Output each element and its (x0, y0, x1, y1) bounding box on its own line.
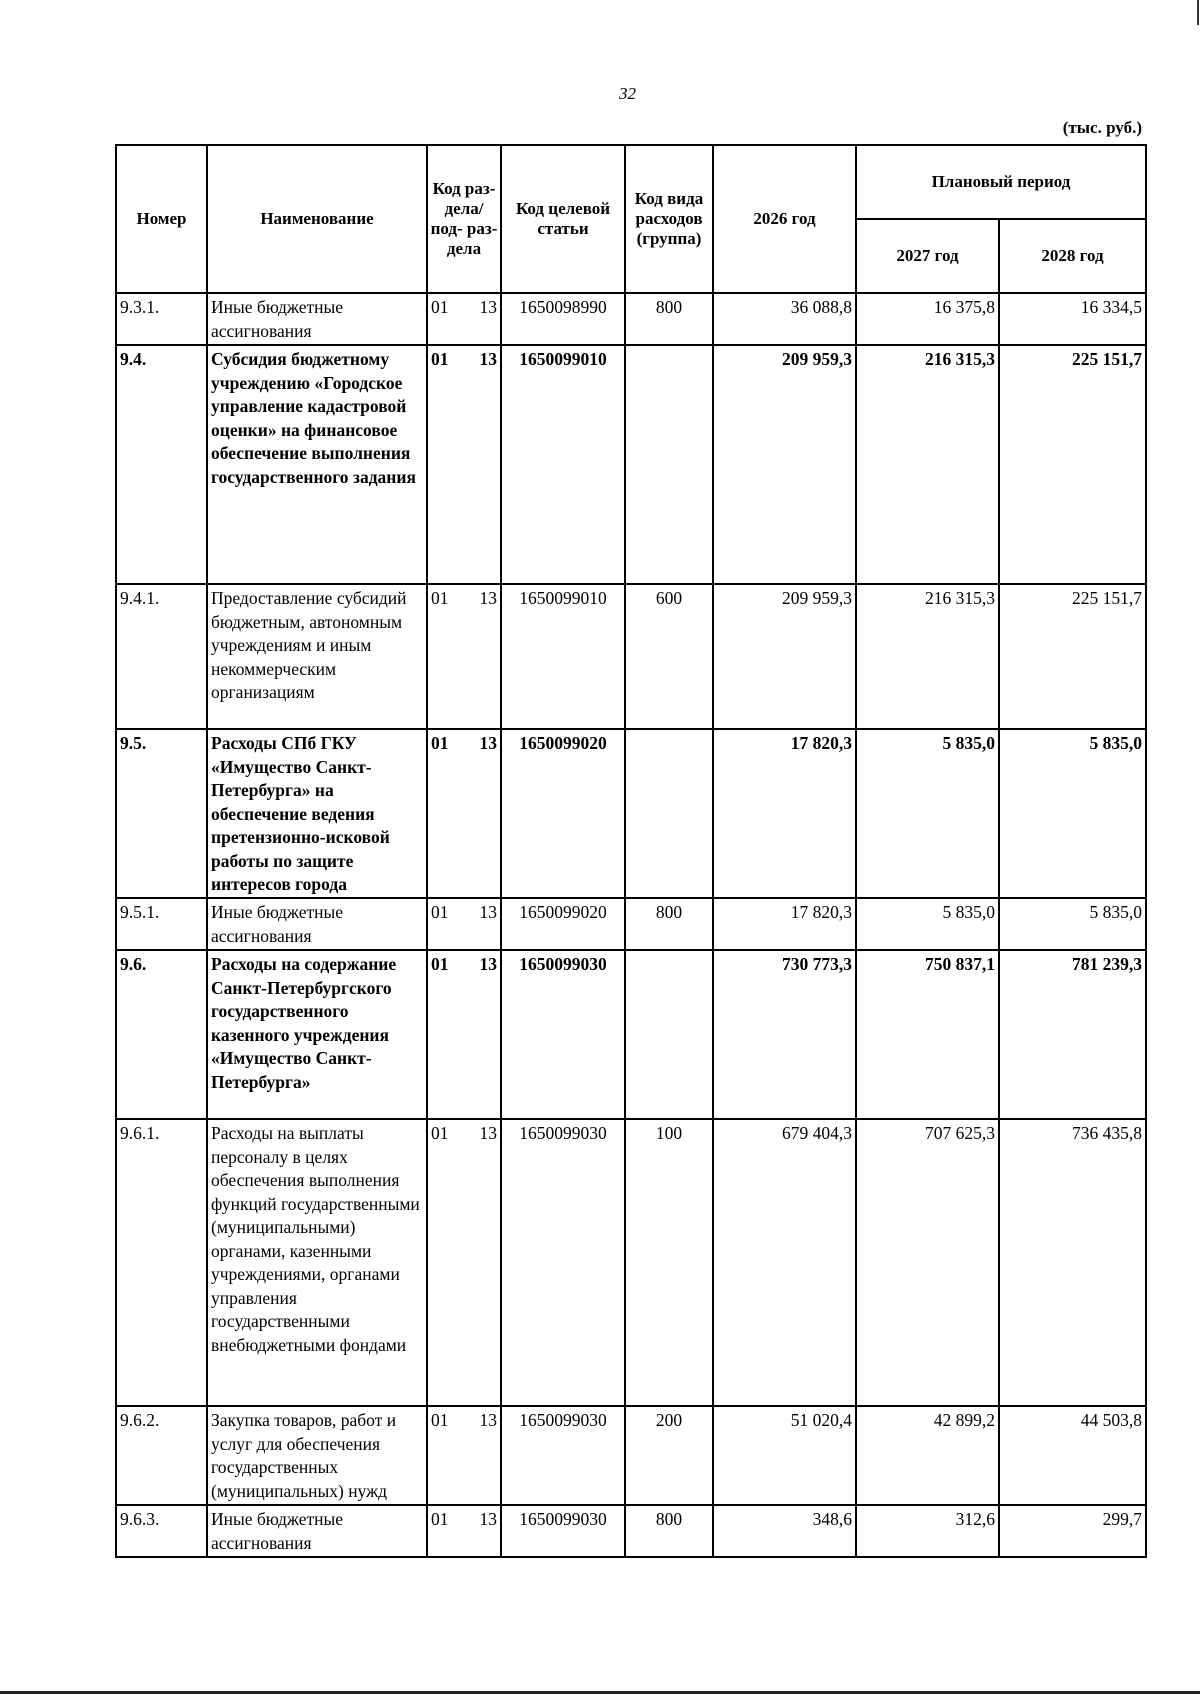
row-name: Субсидия бюджетному учреждению «Городское управление кадастровой оценки» на финансовое обеспечение выполнения государственного задания (207, 345, 427, 584)
row-amount-2027: 216 315,3 (856, 584, 999, 729)
row-expense-type: 800 (625, 293, 713, 345)
row-amount-2026: 17 820,3 (713, 898, 856, 950)
row-podrazdel-code: 13 (479, 1509, 497, 1529)
row-razdel-code: 01 (431, 954, 449, 974)
row-razdel (427, 729, 501, 898)
row-target-code: 1650099030 (501, 1505, 625, 1557)
row-amount-2026: 348,6 (713, 1505, 856, 1557)
row-target-code: 1650099020 (501, 898, 625, 950)
row-razdel-code: 01 (431, 1509, 449, 1529)
row-name: Закупка товаров, работ и услуг для обеспечения государственных (муниципальных) нужд (207, 1406, 427, 1505)
row-target-code: 1650099010 (501, 584, 625, 729)
row-razdel-code: 01 (431, 297, 449, 317)
row-razdel (427, 293, 501, 345)
row-amount-2027: 750 837,1 (856, 950, 999, 1119)
row-amount-2028: 225 151,7 (999, 584, 1146, 729)
row-amount-2027: 312,6 (856, 1505, 999, 1557)
row-razdel (427, 1406, 501, 1505)
row-number: 9.3.1. (116, 293, 207, 345)
table-row (116, 1119, 1146, 1406)
header-name: Наименование (207, 145, 427, 293)
table-row (116, 293, 1146, 345)
table-row (116, 950, 1146, 1119)
row-expense-type (625, 729, 713, 898)
row-amount-2026: 17 820,3 (713, 729, 856, 898)
row-name: Расходы СПб ГКУ «Имущество Санкт-Петербурга» на обеспечение ведения претензионно-исковой работы по защите интересов города (207, 729, 427, 898)
row-amount-2027: 216 315,3 (856, 345, 999, 584)
row-razdel-code: 01 (431, 349, 449, 369)
row-name: Иные бюджетные ассигнования (207, 898, 427, 950)
page-number: 32 (619, 84, 636, 103)
row-amount-2026: 209 959,3 (713, 345, 856, 584)
row-podrazdel-code: 13 (479, 1410, 497, 1430)
row-number: 9.6. (116, 950, 207, 1119)
row-target-code: 1650099020 (501, 729, 625, 898)
header-year-2026: 2026 год (713, 145, 856, 293)
table-body (116, 293, 1146, 1557)
row-expense-type (625, 345, 713, 584)
row-razdel-code: 01 (431, 1410, 449, 1430)
row-target-code: 1650099030 (501, 1406, 625, 1505)
header-year-2028: 2028 год (999, 219, 1146, 293)
row-podrazdel-code: 13 (479, 297, 497, 317)
row-expense-type (625, 950, 713, 1119)
table-row (116, 1406, 1146, 1505)
row-razdel (427, 1505, 501, 1557)
row-number: 9.4. (116, 345, 207, 584)
row-amount-2028: 736 435,8 (999, 1119, 1146, 1406)
row-podrazdel-code: 13 (479, 902, 497, 922)
row-name: Иные бюджетные ассигнования (207, 293, 427, 345)
table-row (116, 729, 1146, 898)
row-number: 9.5.1. (116, 898, 207, 950)
row-target-code: 1650099030 (501, 950, 625, 1119)
row-podrazdel-code: 13 (479, 733, 497, 753)
budget-table (115, 144, 1147, 1558)
row-name: Предоставление субсидий бюджетным, автономным учреждениям и иным некоммерческим организациям (207, 584, 427, 729)
row-number: 9.6.1. (116, 1119, 207, 1406)
table-header (116, 145, 1146, 293)
row-expense-type: 600 (625, 584, 713, 729)
row-target-code: 1650098990 (501, 293, 625, 345)
row-amount-2028: 225 151,7 (999, 345, 1146, 584)
header-planned-period: Плановый период (856, 145, 1146, 219)
row-amount-2028: 781 239,3 (999, 950, 1146, 1119)
header-number: Номер (116, 145, 207, 293)
row-razdel-code: 01 (431, 1123, 449, 1143)
row-amount-2028: 299,7 (999, 1505, 1146, 1557)
row-razdel-code: 01 (431, 733, 449, 753)
row-target-code: 1650099030 (501, 1119, 625, 1406)
row-amount-2028: 44 503,8 (999, 1406, 1146, 1505)
row-razdel (427, 345, 501, 584)
row-name: Расходы на содержание Санкт-Петербургского государственного казенного учреждения «Имущество Санкт-Петербурга» (207, 950, 427, 1119)
row-amount-2026: 209 959,3 (713, 584, 856, 729)
scan-bottom-rule (0, 1691, 1200, 1694)
row-amount-2027: 16 375,8 (856, 293, 999, 345)
row-amount-2026: 679 404,3 (713, 1119, 856, 1406)
table-row (116, 584, 1146, 729)
row-razdel-code: 01 (431, 588, 449, 608)
row-razdel (427, 950, 501, 1119)
header-vid: Код вида расходов (группа) (625, 145, 713, 293)
row-number: 9.6.2. (116, 1406, 207, 1505)
row-expense-type: 800 (625, 898, 713, 950)
row-podrazdel-code: 13 (479, 349, 497, 369)
row-amount-2027: 5 835,0 (856, 729, 999, 898)
header-target: Код целевой статьи (501, 145, 625, 293)
row-expense-type: 100 (625, 1119, 713, 1406)
row-razdel (427, 584, 501, 729)
row-target-code: 1650099010 (501, 345, 625, 584)
row-amount-2028: 5 835,0 (999, 729, 1146, 898)
header-year-2027: 2027 год (856, 219, 999, 293)
header-razdel: Код раз- дела/ под- раз- дела (427, 145, 501, 293)
table-row (116, 1505, 1146, 1557)
row-amount-2027: 5 835,0 (856, 898, 999, 950)
row-number: 9.4.1. (116, 584, 207, 729)
scan-edge-mark (1197, 0, 1199, 25)
row-amount-2026: 36 088,8 (713, 293, 856, 345)
row-amount-2028: 16 334,5 (999, 293, 1146, 345)
row-number: 9.6.3. (116, 1505, 207, 1557)
row-amount-2027: 707 625,3 (856, 1119, 999, 1406)
row-razdel (427, 1119, 501, 1406)
table-row (116, 898, 1146, 950)
row-amount-2026: 730 773,3 (713, 950, 856, 1119)
row-amount-2028: 5 835,0 (999, 898, 1146, 950)
row-expense-type: 200 (625, 1406, 713, 1505)
units-label: (тыс. руб.) (1062, 118, 1142, 137)
row-name: Иные бюджетные ассигнования (207, 1505, 427, 1557)
row-razdel-code: 01 (431, 902, 449, 922)
row-podrazdel-code: 13 (479, 588, 497, 608)
row-number: 9.5. (116, 729, 207, 898)
row-podrazdel-code: 13 (479, 1123, 497, 1143)
row-amount-2027: 42 899,2 (856, 1406, 999, 1505)
row-amount-2026: 51 020,4 (713, 1406, 856, 1505)
row-expense-type: 800 (625, 1505, 713, 1557)
row-name: Расходы на выплаты персоналу в целях обеспечения выполнения функций государственными (муниципальными) органами, казенными учреждениями, органами управления государственными внебюджетными фондами (207, 1119, 427, 1406)
row-podrazdel-code: 13 (479, 954, 497, 974)
row-razdel (427, 898, 501, 950)
table-row (116, 345, 1146, 584)
